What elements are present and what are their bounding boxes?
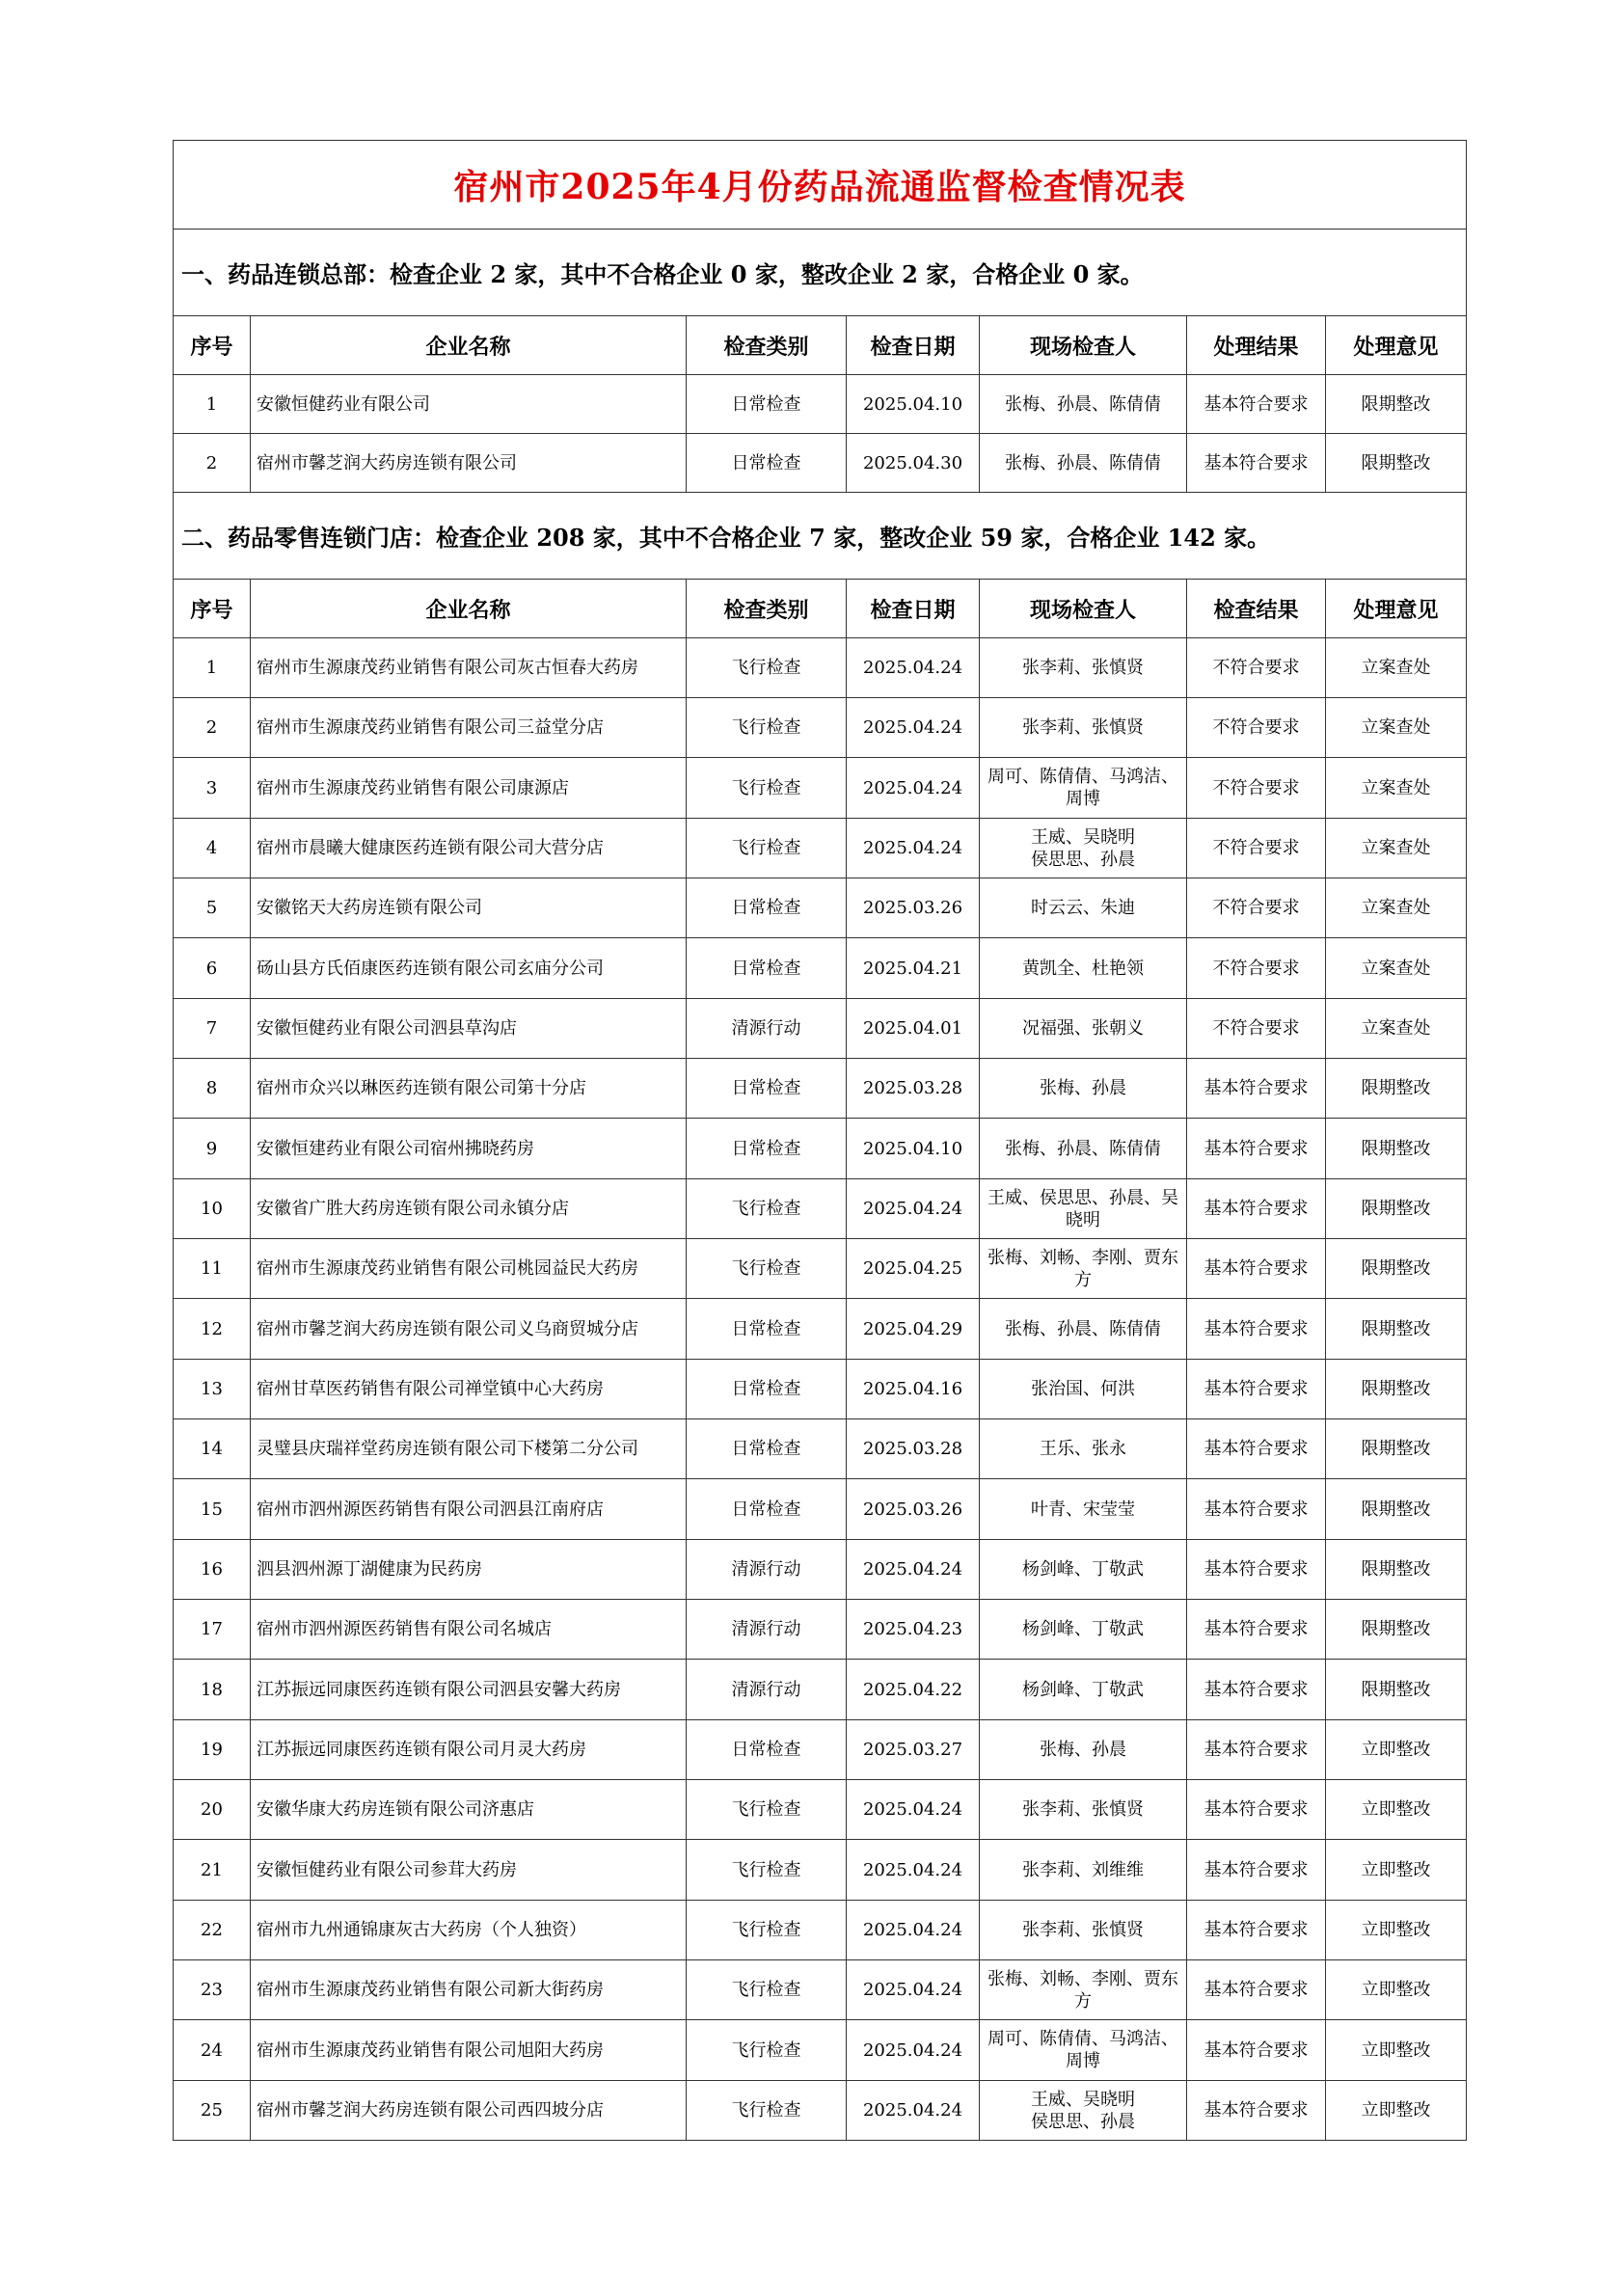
inspection-category: 日常检查 — [687, 1720, 847, 1780]
handling-opinion: 立案查处 — [1326, 878, 1467, 938]
inspectors: 况福强、张朝义 — [980, 999, 1187, 1059]
company-name: 安徽铭天大药房连锁有限公司 — [251, 878, 687, 938]
inspection-date: 2025.03.26 — [847, 1479, 980, 1540]
handling-opinion: 立即整改 — [1326, 1960, 1467, 2020]
inspection-category: 清源行动 — [687, 1600, 847, 1660]
inspection-date: 2025.04.24 — [847, 1840, 980, 1901]
handling-opinion: 限期整改 — [1326, 1059, 1467, 1119]
table-row — [174, 2020, 1467, 2081]
inspection-category: 清源行动 — [687, 1540, 847, 1600]
col-header-category: 检查类别 — [687, 316, 847, 375]
inspection-date: 2025.03.26 — [847, 878, 980, 938]
inspectors: 杨剑峰、丁敬武 — [980, 1600, 1187, 1660]
col-header-inspectors: 现场检查人 — [980, 316, 1187, 375]
inspection-date: 2025.04.24 — [847, 758, 980, 819]
inspection-category: 日常检查 — [687, 375, 847, 434]
table-row — [174, 1600, 1467, 1660]
inspectors: 周可、陈倩倩、马鸿洁、周博 — [980, 758, 1187, 819]
inspection-date: 2025.04.24 — [847, 1179, 980, 1239]
handling-opinion: 限期整改 — [1326, 1419, 1467, 1479]
table-row — [174, 1119, 1467, 1179]
inspectors: 张李莉、刘维维 — [980, 1840, 1187, 1901]
handling-opinion: 限期整改 — [1326, 434, 1467, 493]
company-name: 安徽恒健药业有限公司 — [251, 375, 687, 434]
handling-opinion: 限期整改 — [1326, 1299, 1467, 1360]
col-header-opinion: 处理意见 — [1326, 580, 1467, 638]
inspection-date: 2025.04.24 — [847, 638, 980, 698]
inspection-category: 日常检查 — [687, 1299, 847, 1360]
table-row — [174, 1780, 1467, 1840]
table-row — [174, 1720, 1467, 1780]
inspectors: 张李莉、张慎贤 — [980, 1780, 1187, 1840]
handling-opinion: 限期整改 — [1326, 1179, 1467, 1239]
inspection-category: 日常检查 — [687, 1360, 847, 1419]
table-row — [174, 1299, 1467, 1360]
inspection-result: 基本符合要求 — [1187, 1840, 1326, 1901]
inspection-result: 不符合要求 — [1187, 698, 1326, 758]
inspectors: 杨剑峰、丁敬武 — [980, 1540, 1187, 1600]
inspectors: 张李莉、张慎贤 — [980, 638, 1187, 698]
table-row — [174, 1179, 1467, 1239]
handling-opinion: 立即整改 — [1326, 1720, 1467, 1780]
table-row — [174, 1660, 1467, 1720]
handling-opinion: 限期整改 — [1326, 1600, 1467, 1660]
inspection-result: 基本符合要求 — [1187, 1179, 1326, 1239]
table-row — [174, 2081, 1467, 2141]
inspection-result: 不符合要求 — [1187, 638, 1326, 698]
table-row — [174, 758, 1467, 819]
inspectors: 张梅、孙晨、陈倩倩 — [980, 1299, 1187, 1360]
row-number: 7 — [174, 999, 251, 1059]
table-row — [174, 434, 1467, 493]
company-name: 宿州甘草医药销售有限公司禅堂镇中心大药房 — [251, 1360, 687, 1419]
row-number: 23 — [174, 1960, 251, 2020]
inspectors: 时云云、朱迪 — [980, 878, 1187, 938]
row-number: 25 — [174, 2081, 251, 2141]
inspection-category: 清源行动 — [687, 1660, 847, 1720]
inspectors: 叶青、宋莹莹 — [980, 1479, 1187, 1540]
handling-opinion: 限期整改 — [1326, 1479, 1467, 1540]
row-number: 13 — [174, 1360, 251, 1419]
company-name: 安徽恒健药业有限公司泗县草沟店 — [251, 999, 687, 1059]
inspectors: 黄凯全、杜艳领 — [980, 938, 1187, 999]
inspectors: 杨剑峰、丁敬武 — [980, 1660, 1187, 1720]
inspection-date: 2025.04.24 — [847, 819, 980, 878]
section2-header-row — [174, 580, 1467, 638]
table-row — [174, 1540, 1467, 1600]
row-number: 9 — [174, 1119, 251, 1179]
col-header-opinion: 处理意见 — [1326, 316, 1467, 375]
table-row — [174, 819, 1467, 878]
company-name: 宿州市生源康茂药业销售有限公司旭阳大药房 — [251, 2020, 687, 2081]
inspection-result: 基本符合要求 — [1187, 375, 1326, 434]
table-row — [174, 878, 1467, 938]
company-name: 安徽恒健药业有限公司参茸大药房 — [251, 1840, 687, 1901]
inspectors: 张梅、孙晨 — [980, 1059, 1187, 1119]
col-header-date: 检查日期 — [847, 316, 980, 375]
inspection-date: 2025.04.10 — [847, 1119, 980, 1179]
inspection-result: 基本符合要求 — [1187, 1780, 1326, 1840]
table-row — [174, 1960, 1467, 2020]
section1-heading: 一、药品连锁总部：检查企业 2 家，其中不合格企业 0 家，整改企业 2 家，合格企业 0 家。 — [174, 230, 1467, 316]
col-header-result: 处理结果 — [1187, 316, 1326, 375]
handling-opinion: 限期整改 — [1326, 1119, 1467, 1179]
table-row — [174, 1059, 1467, 1119]
row-number: 20 — [174, 1780, 251, 1840]
row-number: 5 — [174, 878, 251, 938]
inspection-category: 飞行检查 — [687, 1780, 847, 1840]
inspection-date: 2025.04.16 — [847, 1360, 980, 1419]
row-number: 18 — [174, 1660, 251, 1720]
company-name: 灵璧县庆瑞祥堂药房连锁有限公司下楼第二分公司 — [251, 1419, 687, 1479]
col-header-name: 企业名称 — [251, 580, 687, 638]
inspection-date: 2025.04.21 — [847, 938, 980, 999]
company-name: 砀山县方氏佰康医药连锁有限公司玄庙分公司 — [251, 938, 687, 999]
inspection-date: 2025.04.24 — [847, 1780, 980, 1840]
inspection-category: 飞行检查 — [687, 698, 847, 758]
company-name: 宿州市生源康茂药业销售有限公司康源店 — [251, 758, 687, 819]
row-number: 11 — [174, 1239, 251, 1299]
inspection-date: 2025.04.30 — [847, 434, 980, 493]
inspection-result: 基本符合要求 — [1187, 1059, 1326, 1119]
row-number: 8 — [174, 1059, 251, 1119]
company-name: 宿州市生源康茂药业销售有限公司三益堂分店 — [251, 698, 687, 758]
handling-opinion: 限期整改 — [1326, 1540, 1467, 1600]
inspection-result: 基本符合要求 — [1187, 1720, 1326, 1780]
inspectors: 张李莉、张慎贤 — [980, 698, 1187, 758]
table-row — [174, 375, 1467, 434]
inspection-category: 飞行检查 — [687, 2020, 847, 2081]
inspection-date: 2025.04.01 — [847, 999, 980, 1059]
inspection-category: 飞行检查 — [687, 758, 847, 819]
row-number: 1 — [174, 375, 251, 434]
table-row — [174, 938, 1467, 999]
inspection-date: 2025.04.24 — [847, 698, 980, 758]
inspection-category: 飞行检查 — [687, 638, 847, 698]
row-number: 12 — [174, 1299, 251, 1360]
inspection-result: 基本符合要求 — [1187, 1960, 1326, 2020]
inspection-result: 基本符合要求 — [1187, 1901, 1326, 1960]
handling-opinion: 立案查处 — [1326, 698, 1467, 758]
company-name: 宿州市馨芝润大药房连锁有限公司 — [251, 434, 687, 493]
inspectors: 张梅、孙晨、陈倩倩 — [980, 434, 1187, 493]
inspection-result: 基本符合要求 — [1187, 2020, 1326, 2081]
page-title: 宿州市2025年4月份药品流通监督检查情况表 — [174, 141, 1467, 230]
inspection-result: 基本符合要求 — [1187, 1419, 1326, 1479]
inspection-date: 2025.04.24 — [847, 1960, 980, 2020]
inspection-date: 2025.04.24 — [847, 1901, 980, 1960]
table-row — [174, 999, 1467, 1059]
inspectors: 张梅、孙晨、陈倩倩 — [980, 375, 1187, 434]
handling-opinion: 立案查处 — [1326, 638, 1467, 698]
table-row — [174, 1360, 1467, 1419]
inspection-result: 不符合要求 — [1187, 758, 1326, 819]
table-row — [174, 638, 1467, 698]
inspection-result: 基本符合要求 — [1187, 1239, 1326, 1299]
col-header-inspectors: 现场检查人 — [980, 580, 1187, 638]
inspectors: 张梅、孙晨、陈倩倩 — [980, 1119, 1187, 1179]
inspection-result: 基本符合要求 — [1187, 1540, 1326, 1600]
inspection-result: 基本符合要求 — [1187, 1360, 1326, 1419]
inspection-result: 不符合要求 — [1187, 938, 1326, 999]
inspectors: 张李莉、张慎贤 — [980, 1901, 1187, 1960]
inspection-result: 基本符合要求 — [1187, 434, 1326, 493]
inspection-result: 基本符合要求 — [1187, 1479, 1326, 1540]
company-name: 宿州市生源康茂药业销售有限公司新大街药房 — [251, 1960, 687, 2020]
inspection-result: 基本符合要求 — [1187, 2081, 1326, 2141]
row-number: 22 — [174, 1901, 251, 1960]
row-number: 4 — [174, 819, 251, 878]
company-name: 宿州市九州通锦康灰古大药房（个人独资） — [251, 1901, 687, 1960]
inspection-date: 2025.04.24 — [847, 1540, 980, 1600]
handling-opinion: 限期整改 — [1326, 1660, 1467, 1720]
inspection-category: 清源行动 — [687, 999, 847, 1059]
company-name: 宿州市生源康茂药业销售有限公司桃园益民大药房 — [251, 1239, 687, 1299]
table-row — [174, 698, 1467, 758]
company-name: 宿州市晨曦大健康医药连锁有限公司大营分店 — [251, 819, 687, 878]
inspection-category: 飞行检查 — [687, 2081, 847, 2141]
inspection-date: 2025.04.24 — [847, 2020, 980, 2081]
inspectors: 张梅、刘畅、李刚、贾东方 — [980, 1960, 1187, 2020]
col-header-category: 检查类别 — [687, 580, 847, 638]
inspection-date: 2025.04.23 — [847, 1600, 980, 1660]
company-name: 宿州市泗州源医药销售有限公司名城店 — [251, 1600, 687, 1660]
inspection-category: 日常检查 — [687, 938, 847, 999]
row-number: 3 — [174, 758, 251, 819]
handling-opinion: 立案查处 — [1326, 758, 1467, 819]
inspection-result: 不符合要求 — [1187, 999, 1326, 1059]
col-header-no: 序号 — [174, 580, 251, 638]
inspection-table — [173, 140, 1467, 2141]
inspection-date: 2025.04.25 — [847, 1239, 980, 1299]
inspectors: 张梅、刘畅、李刚、贾东方 — [980, 1239, 1187, 1299]
inspection-result: 不符合要求 — [1187, 819, 1326, 878]
company-name: 江苏振远同康医药连锁有限公司月灵大药房 — [251, 1720, 687, 1780]
inspection-date: 2025.03.28 — [847, 1419, 980, 1479]
company-name: 安徽省广胜大药房连锁有限公司永镇分店 — [251, 1179, 687, 1239]
inspection-result: 基本符合要求 — [1187, 1600, 1326, 1660]
table-row — [174, 1239, 1467, 1299]
company-name: 安徽华康大药房连锁有限公司济惠店 — [251, 1780, 687, 1840]
inspectors: 王威、吴晓明 侯思思、孙晨 — [980, 2081, 1187, 2141]
handling-opinion: 立即整改 — [1326, 1840, 1467, 1901]
row-number: 17 — [174, 1600, 251, 1660]
inspection-category: 飞行检查 — [687, 1960, 847, 2020]
row-number: 1 — [174, 638, 251, 698]
inspectors: 张梅、孙晨 — [980, 1720, 1187, 1780]
inspection-category: 日常检查 — [687, 1419, 847, 1479]
inspection-category: 日常检查 — [687, 1119, 847, 1179]
table-row — [174, 1479, 1467, 1540]
company-name: 安徽恒建药业有限公司宿州拂晓药房 — [251, 1119, 687, 1179]
inspectors: 王威、侯思思、孙晨、吴晓明 — [980, 1179, 1187, 1239]
inspection-category: 飞行检查 — [687, 1239, 847, 1299]
row-number: 16 — [174, 1540, 251, 1600]
row-number: 15 — [174, 1479, 251, 1540]
inspection-date: 2025.04.10 — [847, 375, 980, 434]
company-name: 宿州市众兴以琳医药连锁有限公司第十分店 — [251, 1059, 687, 1119]
handling-opinion: 限期整改 — [1326, 375, 1467, 434]
inspection-category: 飞行检查 — [687, 1840, 847, 1901]
col-header-no: 序号 — [174, 316, 251, 375]
inspection-category: 飞行检查 — [687, 819, 847, 878]
handling-opinion: 立即整改 — [1326, 2020, 1467, 2081]
handling-opinion: 立即整改 — [1326, 1901, 1467, 1960]
row-number: 19 — [174, 1720, 251, 1780]
inspection-category: 飞行检查 — [687, 1179, 847, 1239]
inspection-category: 飞行检查 — [687, 1901, 847, 1960]
handling-opinion: 立案查处 — [1326, 999, 1467, 1059]
inspection-result: 基本符合要求 — [1187, 1119, 1326, 1179]
inspection-category: 日常检查 — [687, 1059, 847, 1119]
handling-opinion: 限期整改 — [1326, 1360, 1467, 1419]
inspection-date: 2025.03.28 — [847, 1059, 980, 1119]
col-header-name: 企业名称 — [251, 316, 687, 375]
table-row — [174, 1840, 1467, 1901]
company-name: 宿州市馨芝润大药房连锁有限公司义乌商贸城分店 — [251, 1299, 687, 1360]
row-number: 2 — [174, 698, 251, 758]
inspection-date: 2025.04.24 — [847, 2081, 980, 2141]
section2-heading: 二、药品零售连锁门店：检查企业 208 家，其中不合格企业 7 家，整改企业 59 家，合格企业 142 家。 — [174, 493, 1467, 580]
inspectors: 张治国、何洪 — [980, 1360, 1187, 1419]
handling-opinion: 立即整改 — [1326, 1780, 1467, 1840]
inspectors: 王乐、张永 — [980, 1419, 1187, 1479]
company-name: 江苏振远同康医药连锁有限公司泗县安馨大药房 — [251, 1660, 687, 1720]
section1-header-row — [174, 316, 1467, 375]
col-header-date: 检查日期 — [847, 580, 980, 638]
company-name: 宿州市馨芝润大药房连锁有限公司西四坡分店 — [251, 2081, 687, 2141]
table-row — [174, 1419, 1467, 1479]
row-number: 6 — [174, 938, 251, 999]
inspection-category: 日常检查 — [687, 434, 847, 493]
company-name: 泗县泗州源丁湖健康为民药房 — [251, 1540, 687, 1600]
row-number: 10 — [174, 1179, 251, 1239]
handling-opinion: 限期整改 — [1326, 1239, 1467, 1299]
row-number: 2 — [174, 434, 251, 493]
handling-opinion: 立即整改 — [1326, 2081, 1467, 2141]
table-row — [174, 1901, 1467, 1960]
inspection-result: 基本符合要求 — [1187, 1660, 1326, 1720]
col-header-result: 检查结果 — [1187, 580, 1326, 638]
company-name: 宿州市生源康茂药业销售有限公司灰古恒春大药房 — [251, 638, 687, 698]
inspection-result: 基本符合要求 — [1187, 1299, 1326, 1360]
inspectors: 王威、吴晓明 侯思思、孙晨 — [980, 819, 1187, 878]
row-number: 14 — [174, 1419, 251, 1479]
inspection-result: 不符合要求 — [1187, 878, 1326, 938]
inspection-date: 2025.04.29 — [847, 1299, 980, 1360]
row-number: 24 — [174, 2020, 251, 2081]
inspection-category: 日常检查 — [687, 878, 847, 938]
row-number: 21 — [174, 1840, 251, 1901]
inspection-category: 日常检查 — [687, 1479, 847, 1540]
handling-opinion: 立案查处 — [1326, 819, 1467, 878]
handling-opinion: 立案查处 — [1326, 938, 1467, 999]
inspection-date: 2025.03.27 — [847, 1720, 980, 1780]
inspectors: 周可、陈倩倩、马鸿洁、周博 — [980, 2020, 1187, 2081]
inspection-date: 2025.04.22 — [847, 1660, 980, 1720]
company-name: 宿州市泗州源医药销售有限公司泗县江南府店 — [251, 1479, 687, 1540]
